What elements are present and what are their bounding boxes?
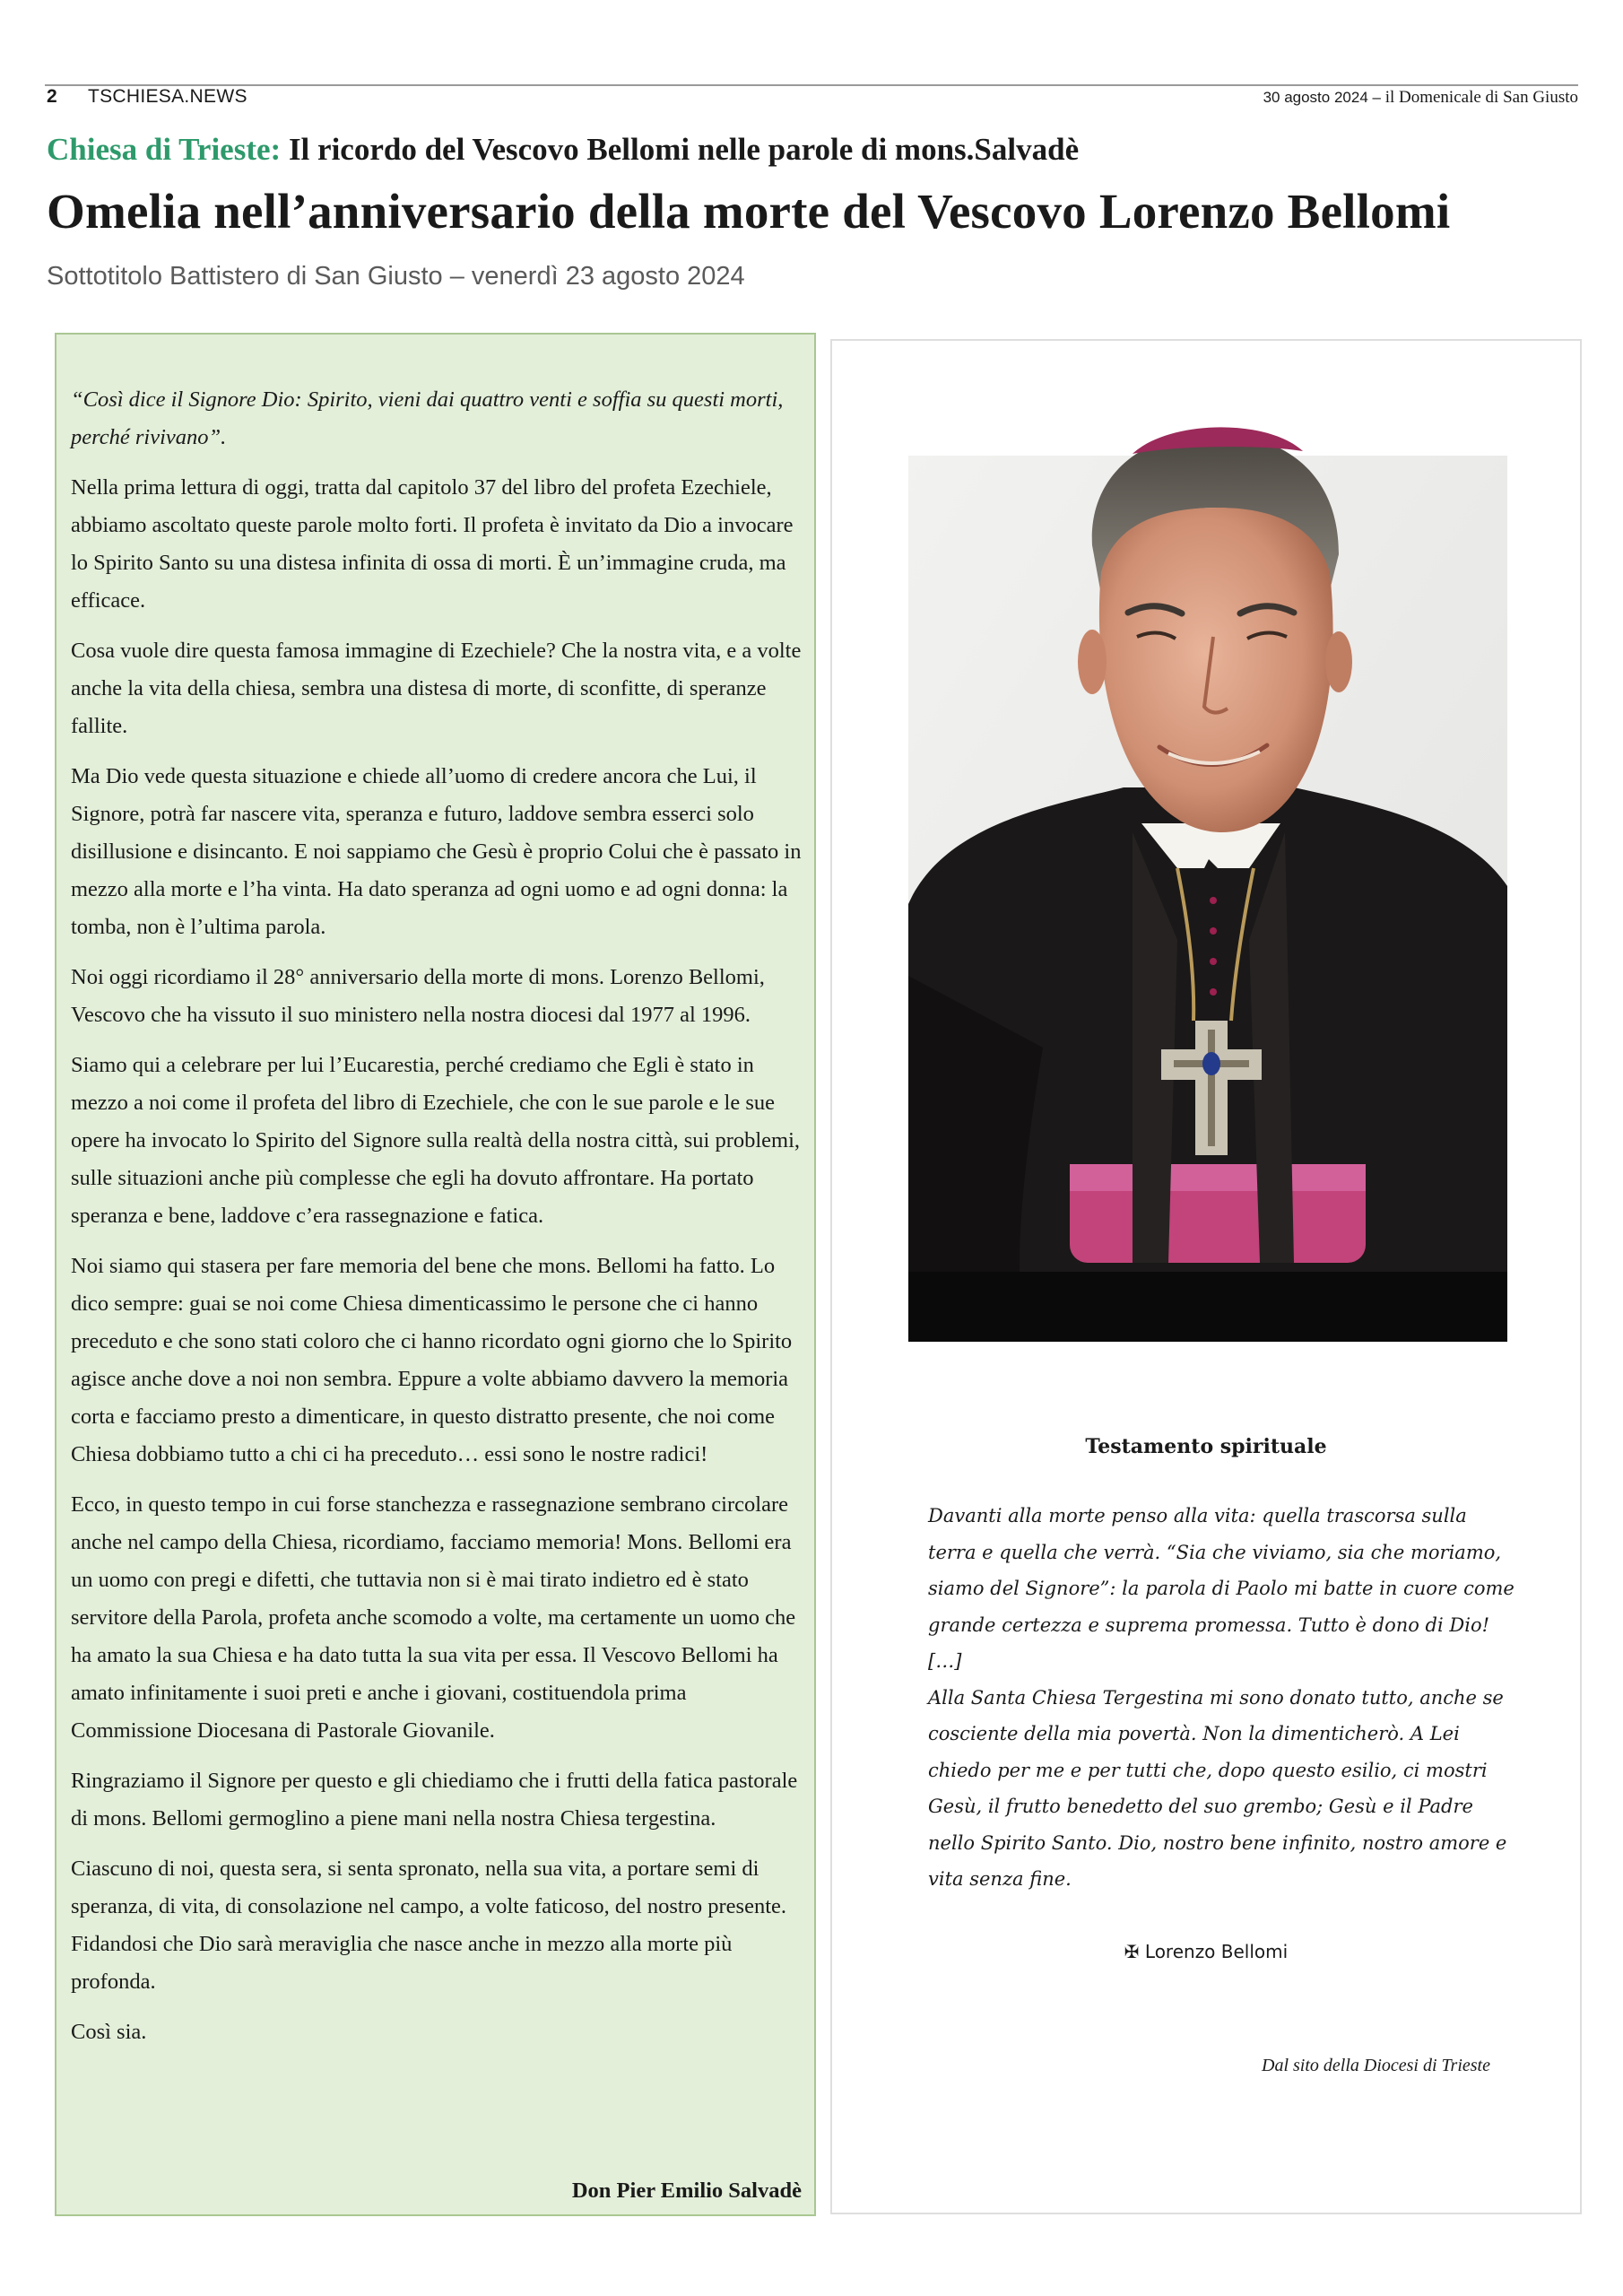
kicker-text: Il ricordo del Vescovo Bellomi nelle parole di mons.Salvadè — [281, 132, 1080, 167]
testament-line: Alla Santa Chiesa Tergestina mi sono donato tutto, anche se — [928, 1686, 1504, 1709]
testament-line: Davanti alla morte penso alla vita: quella trascorsa sulla — [928, 1505, 1467, 1526]
paragraph: Ecco, in questo tempo in cui forse stanchezza e rassegnazione sembrano circolare anche nel campo della Chiesa, ricordiamo, facciamo memoria! Mons. Bellomi era un uomo con pregi e difetti, che tuttavia non si è mai tirato indietro ed è stato servitore della Parola, profeta anche scomodo a volte, ma certamente un uomo che ha amato la sua Chiesa e ha dato tutta la sua vita per essa. Il Vescovo Bellomi ha amato infinitamente i suoi preti e anche i giovani, costituendola prima Commissione Diocesana di Pastorale Giovanile. — [71, 1492, 796, 1743]
paragraph: Ma Dio vede questa situazione e chiede all’uomo di credere ancora che Lui, il Signore, potrà far nascere vita, speranza e futuro, laddove sembra esserci solo disillusione e disincanto. E noi sappiamo che Gesù è proprio Colui che è passato in mezzo alla morte e l’ha vinta. Ha dato speranza ad ogni uomo e ad ogni donna: la tomba, non è l’ultima parola. — [71, 764, 802, 939]
testament-signature: ✠ Lorenzo Bellomi — [1124, 1941, 1289, 1962]
section-label: Chiesa di Trieste: — [47, 132, 282, 167]
testament-text — [928, 1498, 1520, 1898]
testament-line: […] — [928, 1650, 962, 1672]
testament-panel — [830, 339, 1582, 2214]
issue-date-separator: – — [1367, 89, 1385, 106]
testament-line: siamo del Signore”: la parola di Paolo mi batte in cuore come — [928, 1578, 1515, 1599]
issue-date-line — [1263, 88, 1578, 108]
article-title: Omelia nell’anniversario della morte del Vescovo Lorenzo Bellomi — [47, 184, 1451, 239]
author-signature: Don Pier Emilio Salvadè — [571, 2179, 802, 2203]
testament-line: terra e quella che verrà. “Sia che viviamo, sia che moriamo, — [928, 1541, 1502, 1563]
testament-line: grande certezza e suprema promessa. Tutto è dono di Dio! — [928, 1613, 1490, 1636]
article-kicker — [47, 132, 1079, 168]
homily-box — [55, 333, 816, 2216]
bishop-portrait-image — [908, 402, 1507, 1342]
paragraph: Così sia. — [71, 2020, 147, 2044]
paragraph: Nella prima lettura di oggi, tratta dal capitolo 37 del libro del profeta Ezechiele, abbiamo ascoltato queste parole molto forti. Il profeta è invitato da Dio a invocare lo Spirito Santo su una distesa infinita di ossa di morti. È un’immagine cruda, ma efficace. — [71, 475, 794, 613]
testament-title: Testamento spirituale — [1085, 1435, 1327, 1458]
paragraph: Ringraziamo il Signore per questo e gli chiediamo che i frutti della fatica pastorale di mons. Bellomi germoglino a piene mani nella nostra Chiesa tergestina. — [71, 1769, 798, 1831]
issue-date: 30 agosto 2024 — [1263, 89, 1368, 106]
site-name: TSCHIESA.NEWS — [88, 86, 247, 107]
testament-line: chiedo per me e per tutti che, dopo questo esilio, ci mostri — [928, 1759, 1488, 1781]
article-subtitle: Sottotitolo Battistero di San Giusto – venerdì 23 agosto 2024 — [47, 262, 745, 291]
publication-name: il Domenicale di San Giusto — [1384, 88, 1578, 107]
page-number: 2 — [47, 86, 57, 107]
paragraph: Ciascuno di noi, questa sera, si senta spronato, nella sua vita, a portare semi di speranza, di vita, di consolazione nel campo, a volte faticoso, del nostro presente. Fidandosi che Dio sarà meraviglia che nasce anche in mezzo alla morte più profonda. — [71, 1857, 787, 1994]
testament-line: cosciente della mia povertà. Non la dimenticherò. A Lei — [928, 1723, 1460, 1744]
testament-line: nello Spirito Santo. Dio, nostro bene infinito, nostro amore e — [928, 1831, 1507, 1854]
source-credit: Dal sito della Diocesi di Trieste — [1262, 2056, 1490, 2075]
paragraph: Cosa vuole dire questa famosa immagine di Ezechiele? Che la nostra vita, e a volte anche la vita della chiesa, sembra una distesa di morte, di sconfitte, di speranze fallite. — [71, 639, 802, 738]
opening-quote: “Così dice il Signore Dio: Spirito, vieni dai quattro venti e soffia su questi morti, perché rivivano”. — [71, 387, 784, 449]
page-header — [45, 86, 1578, 111]
testament-line: Gesù, il frutto benedetto del suo grembo; Gesù e il Padre — [928, 1796, 1473, 1817]
paragraph: Noi oggi ricordiamo il 28° anniversario della morte di mons. Lorenzo Bellomi, Vescovo che ha vissuto il suo ministero nella nostra diocesi dal 1977 al 1996. — [71, 965, 765, 1027]
portrait-illustration — [908, 402, 1507, 1342]
testament-line: vita senza fine. — [928, 1868, 1072, 1890]
paragraph: Siamo qui a celebrare per lui l’Eucarestia, perché crediamo che Egli è stato in mezzo a noi come il profeta del libro di Ezechiele, che con le sue parole e le sue opere ha invocato lo Spirito del Signore sulla realtà della nostra città, sui problemi, sulle situazioni anche più complesse che egli ha dovuto affrontare. Ha portato speranza e bene, laddove c’era rassegnazione e fatica. — [71, 1053, 801, 1228]
paragraph: Noi siamo qui stasera per fare memoria del bene che mons. Bellomi ha fatto. Lo dico sempre: guai se noi come Chiesa dimenticassimo le persone che ci hanno preceduto e che sono stati coloro che ci hanno ricordato ogni giorno che lo Spirito agisce anche dove a noi non sembra. Eppure a volte abbiamo davvero la memoria corta e facciamo presto a dimenticare, in questo distratto presente, che noi come Chiesa dobbiamo tutto a chi ci ha preceduto… essi sono le nostre radici! — [71, 1254, 793, 1466]
